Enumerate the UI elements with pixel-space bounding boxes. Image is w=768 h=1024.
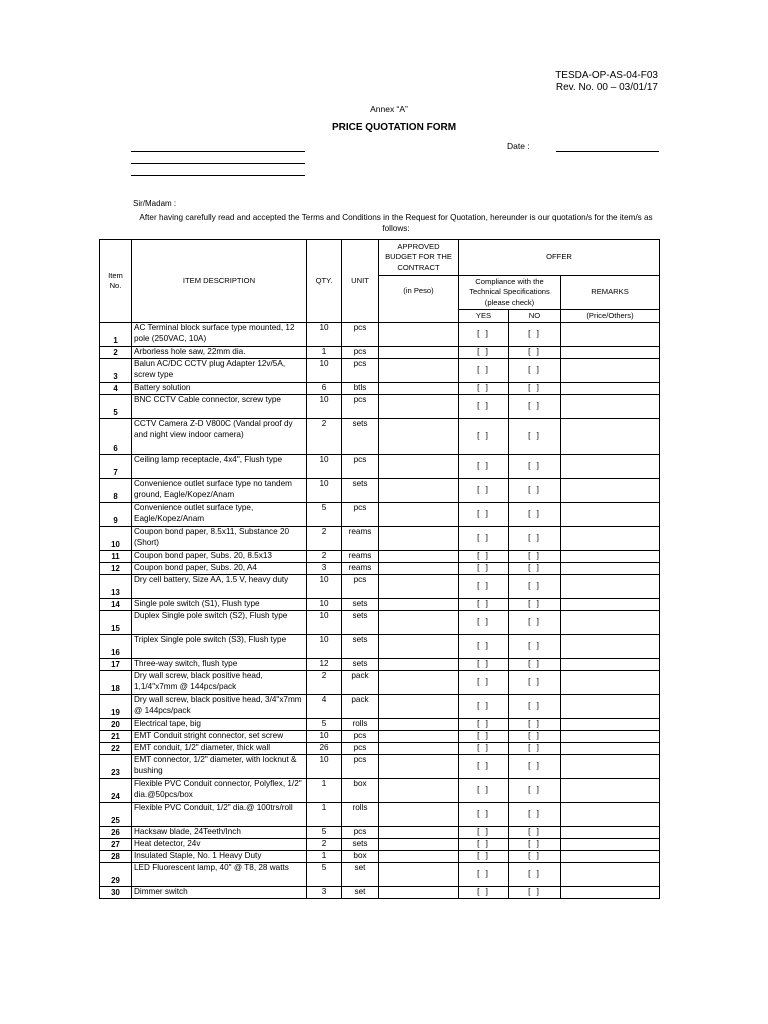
- item-qty: 12: [307, 659, 342, 671]
- item-description: Balun AC/DC CCTV plug Adapter 12v/5A, screw type: [132, 359, 307, 383]
- budget-cell[interactable]: [379, 479, 459, 503]
- item-unit: sets: [342, 479, 379, 503]
- no-checkbox[interactable]: [ ]: [509, 803, 561, 827]
- no-checkbox[interactable]: [ ]: [509, 383, 561, 395]
- no-checkbox[interactable]: [ ]: [509, 851, 561, 863]
- item-number: 14: [100, 599, 132, 611]
- item-qty: 10: [307, 731, 342, 743]
- item-number: 1: [100, 323, 132, 347]
- budget-cell[interactable]: [379, 779, 459, 803]
- item-unit: pcs: [342, 347, 379, 359]
- item-qty: 1: [307, 851, 342, 863]
- address-line-2[interactable]: [131, 163, 305, 164]
- no-checkbox[interactable]: [ ]: [509, 659, 561, 671]
- item-qty: 2: [307, 527, 342, 551]
- item-description: Electrical tape, big: [132, 719, 307, 731]
- remarks-cell[interactable]: [561, 527, 660, 551]
- item-number: 10: [100, 527, 132, 551]
- remarks-cell[interactable]: [561, 503, 660, 527]
- item-qty: 3: [307, 563, 342, 575]
- remarks-cell[interactable]: [561, 731, 660, 743]
- item-number: 27: [100, 839, 132, 851]
- item-qty: 1: [307, 347, 342, 359]
- table-row: [100, 563, 660, 575]
- no-checkbox[interactable]: [ ]: [509, 455, 561, 479]
- date-label: Date :: [507, 141, 530, 151]
- item-unit: set: [342, 887, 379, 899]
- budget-cell[interactable]: [379, 347, 459, 359]
- item-number: 24: [100, 779, 132, 803]
- remarks-cell[interactable]: [561, 695, 660, 719]
- item-qty: 5: [307, 719, 342, 731]
- yes-checkbox[interactable]: [ ]: [459, 731, 509, 743]
- item-qty: 10: [307, 455, 342, 479]
- item-unit: pcs: [342, 455, 379, 479]
- no-checkbox[interactable]: [ ]: [509, 635, 561, 659]
- yes-checkbox[interactable]: [ ]: [459, 383, 509, 395]
- item-qty: 10: [307, 599, 342, 611]
- document-code: [555, 70, 658, 94]
- table-row: [100, 779, 660, 803]
- table-row: [100, 719, 660, 731]
- yes-checkbox[interactable]: [ ]: [459, 779, 509, 803]
- budget-cell[interactable]: [379, 755, 459, 779]
- item-number: 12: [100, 563, 132, 575]
- no-checkbox[interactable]: [ ]: [509, 719, 561, 731]
- budget-cell[interactable]: [379, 719, 459, 731]
- remarks-cell[interactable]: [561, 755, 660, 779]
- item-unit: rolls: [342, 803, 379, 827]
- no-checkbox[interactable]: [ ]: [509, 347, 561, 359]
- remarks-cell[interactable]: [561, 671, 660, 695]
- remarks-cell[interactable]: [561, 611, 660, 635]
- remarks-cell[interactable]: [561, 851, 660, 863]
- budget-cell[interactable]: [379, 743, 459, 755]
- item-description: EMT connector, 1/2" diameter, with locknut & bushing: [132, 755, 307, 779]
- item-description: Battery solution: [132, 383, 307, 395]
- no-checkbox[interactable]: [ ]: [509, 359, 561, 383]
- item-unit: pcs: [342, 323, 379, 347]
- budget-cell[interactable]: [379, 563, 459, 575]
- item-unit: set: [342, 863, 379, 887]
- table-row: [100, 671, 660, 695]
- item-unit: pcs: [342, 395, 379, 419]
- item-unit: pcs: [342, 827, 379, 839]
- item-unit: rolls: [342, 719, 379, 731]
- item-unit: sets: [342, 659, 379, 671]
- item-number: 28: [100, 851, 132, 863]
- item-number: 17: [100, 659, 132, 671]
- budget-cell[interactable]: [379, 731, 459, 743]
- item-description: Convenience outlet surface type, Eagle/Kopez/Anam: [132, 503, 307, 527]
- yes-checkbox[interactable]: [ ]: [459, 743, 509, 755]
- budget-cell[interactable]: [379, 887, 459, 899]
- header-compliance: Compliance with the Technical Specifications (please check): [459, 276, 561, 310]
- date-field[interactable]: [556, 151, 659, 152]
- table-row: [100, 635, 660, 659]
- item-description: Flexible PVC Conduit connector, Polyflex, 1/2" dia.@50pcs/box: [132, 779, 307, 803]
- budget-cell[interactable]: [379, 803, 459, 827]
- no-checkbox[interactable]: [ ]: [509, 671, 561, 695]
- item-unit: sets: [342, 635, 379, 659]
- item-number: 3: [100, 359, 132, 383]
- table-row: [100, 851, 660, 863]
- item-description: Convenience outlet surface type no tandem ground, Eagle/Kopez/Anam: [132, 479, 307, 503]
- item-description: Flexible PVC Conduit, 1/2" dia.@ 100trs/roll: [132, 803, 307, 827]
- yes-checkbox[interactable]: [ ]: [459, 851, 509, 863]
- yes-checkbox[interactable]: [ ]: [459, 479, 509, 503]
- yes-checkbox[interactable]: [ ]: [459, 863, 509, 887]
- no-checkbox[interactable]: [ ]: [509, 419, 561, 455]
- item-description: Triplex Single pole switch (S3), Flush type: [132, 635, 307, 659]
- item-qty: 10: [307, 755, 342, 779]
- remarks-cell[interactable]: [561, 455, 660, 479]
- budget-cell[interactable]: [379, 527, 459, 551]
- header-remarks: REMARKS: [561, 276, 660, 310]
- annex-label: Annex “A”: [370, 104, 408, 114]
- table-row: [100, 359, 660, 383]
- remarks-cell[interactable]: [561, 419, 660, 455]
- item-unit: box: [342, 779, 379, 803]
- item-qty: 5: [307, 863, 342, 887]
- budget-cell[interactable]: [379, 671, 459, 695]
- item-unit: box: [342, 851, 379, 863]
- table-row: [100, 503, 660, 527]
- table-row: [100, 419, 660, 455]
- remarks-cell[interactable]: [561, 395, 660, 419]
- yes-checkbox[interactable]: [ ]: [459, 719, 509, 731]
- item-unit: reams: [342, 563, 379, 575]
- yes-checkbox[interactable]: [ ]: [459, 695, 509, 719]
- item-qty: 5: [307, 503, 342, 527]
- yes-checkbox[interactable]: [ ]: [459, 659, 509, 671]
- budget-cell[interactable]: [379, 395, 459, 419]
- no-checkbox[interactable]: [ ]: [509, 839, 561, 851]
- item-unit: pcs: [342, 575, 379, 599]
- no-checkbox[interactable]: [ ]: [509, 695, 561, 719]
- remarks-cell[interactable]: [561, 743, 660, 755]
- remarks-cell[interactable]: [561, 359, 660, 383]
- yes-checkbox[interactable]: [ ]: [459, 503, 509, 527]
- no-checkbox[interactable]: [ ]: [509, 503, 561, 527]
- item-number: 5: [100, 395, 132, 419]
- yes-checkbox[interactable]: [ ]: [459, 551, 509, 563]
- item-qty: 10: [307, 479, 342, 503]
- header-no: NO: [509, 310, 561, 323]
- item-description: CCTV Camera Z-D V800C (Vandal proof dy and night view indoor camera): [132, 419, 307, 455]
- yes-checkbox[interactable]: [ ]: [459, 803, 509, 827]
- item-description: EMT conduit, 1/2" diameter, thick wall: [132, 743, 307, 755]
- item-number: 25: [100, 803, 132, 827]
- table-row: [100, 887, 660, 899]
- remarks-cell[interactable]: [561, 803, 660, 827]
- item-unit: pack: [342, 671, 379, 695]
- item-description: Dry wall screw, black positive head, 3/4"x7mm @ 144pcs/pack: [132, 695, 307, 719]
- header-description: ITEM DESCRIPTION: [132, 240, 307, 323]
- budget-cell[interactable]: [379, 839, 459, 851]
- item-description: BNC CCTV Cable connector, screw type: [132, 395, 307, 419]
- item-qty: 4: [307, 695, 342, 719]
- item-qty: 2: [307, 671, 342, 695]
- item-qty: 10: [307, 359, 342, 383]
- header-remarks-sub: (Price/Others): [561, 310, 660, 323]
- item-unit: reams: [342, 551, 379, 563]
- item-qty: 10: [307, 395, 342, 419]
- item-number: 26: [100, 827, 132, 839]
- header-yes: YES: [459, 310, 509, 323]
- header-qty: QTY.: [307, 240, 342, 323]
- item-description: Dry cell battery, Size AA, 1.5 V, heavy duty: [132, 575, 307, 599]
- no-checkbox[interactable]: [ ]: [509, 551, 561, 563]
- header-budget: APPROVED BUDGET FOR THE CONTRACT: [379, 240, 459, 276]
- budget-cell[interactable]: [379, 827, 459, 839]
- yes-checkbox[interactable]: [ ]: [459, 755, 509, 779]
- item-number: 23: [100, 755, 132, 779]
- item-number: 2: [100, 347, 132, 359]
- remarks-cell[interactable]: [561, 779, 660, 803]
- budget-cell[interactable]: [379, 611, 459, 635]
- item-description: Dimmer switch: [132, 887, 307, 899]
- item-qty: 2: [307, 419, 342, 455]
- no-checkbox[interactable]: [ ]: [509, 611, 561, 635]
- item-number: 29: [100, 863, 132, 887]
- item-qty: 10: [307, 575, 342, 599]
- item-number: 20: [100, 719, 132, 731]
- item-unit: btls: [342, 383, 379, 395]
- item-number: 13: [100, 575, 132, 599]
- no-checkbox[interactable]: [ ]: [509, 563, 561, 575]
- no-checkbox[interactable]: [ ]: [509, 731, 561, 743]
- no-checkbox[interactable]: [ ]: [509, 599, 561, 611]
- item-description: Dry wall screw, black positive head, 1,1/4"x7mm @ 144pcs/pack: [132, 671, 307, 695]
- no-checkbox[interactable]: [ ]: [509, 575, 561, 599]
- remarks-cell[interactable]: [561, 575, 660, 599]
- salutation: Sir/Madam :: [133, 199, 177, 208]
- no-checkbox[interactable]: [ ]: [509, 527, 561, 551]
- yes-checkbox[interactable]: [ ]: [459, 575, 509, 599]
- remarks-cell[interactable]: [561, 551, 660, 563]
- budget-cell[interactable]: [379, 323, 459, 347]
- yes-checkbox[interactable]: [ ]: [459, 527, 509, 551]
- table-row: [100, 395, 660, 419]
- item-qty: 10: [307, 635, 342, 659]
- page-title: PRICE QUOTATION FORM: [331, 122, 457, 133]
- budget-cell[interactable]: [379, 695, 459, 719]
- item-unit: pcs: [342, 359, 379, 383]
- table-row: [100, 839, 660, 851]
- budget-cell[interactable]: [379, 455, 459, 479]
- remarks-cell[interactable]: [561, 383, 660, 395]
- remarks-cell[interactable]: [561, 635, 660, 659]
- item-description: Hacksaw blade, 24Teeth/Inch: [132, 827, 307, 839]
- item-unit: sets: [342, 599, 379, 611]
- item-rows: [100, 323, 660, 899]
- remarks-cell[interactable]: [561, 479, 660, 503]
- yes-checkbox[interactable]: [ ]: [459, 455, 509, 479]
- table-row: [100, 731, 660, 743]
- item-description: Insulated Staple, No. 1 Heavy Duty: [132, 851, 307, 863]
- table-row: [100, 827, 660, 839]
- item-description: Coupon bond paper, Subs. 20, A4: [132, 563, 307, 575]
- header-offer: OFFER: [459, 240, 660, 276]
- item-qty: 1: [307, 803, 342, 827]
- item-description: Ceiling lamp receptacle, 4x4", Flush type: [132, 455, 307, 479]
- item-number: 4: [100, 383, 132, 395]
- yes-checkbox[interactable]: [ ]: [459, 419, 509, 455]
- table-row: [100, 383, 660, 395]
- budget-cell[interactable]: [379, 635, 459, 659]
- item-description: Arborless hole saw, 22mm dia.: [132, 347, 307, 359]
- remarks-cell[interactable]: [561, 563, 660, 575]
- remarks-cell[interactable]: [561, 887, 660, 899]
- item-unit: sets: [342, 611, 379, 635]
- address-line-3[interactable]: [131, 175, 305, 176]
- no-checkbox[interactable]: [ ]: [509, 395, 561, 419]
- table-row: [100, 659, 660, 671]
- budget-cell[interactable]: [379, 383, 459, 395]
- item-description: LED Fluorescent lamp, 40" @ T8, 28 watts: [132, 863, 307, 887]
- table-row: [100, 755, 660, 779]
- no-checkbox[interactable]: [ ]: [509, 779, 561, 803]
- table-row: [100, 323, 660, 347]
- item-unit: reams: [342, 527, 379, 551]
- quotation-table: [99, 239, 660, 899]
- header-budget-unit: (in Peso): [379, 276, 459, 323]
- table-row: [100, 347, 660, 359]
- item-qty: 2: [307, 551, 342, 563]
- yes-checkbox[interactable]: [ ]: [459, 359, 509, 383]
- item-number: 6: [100, 419, 132, 455]
- budget-cell[interactable]: [379, 575, 459, 599]
- yes-checkbox[interactable]: [ ]: [459, 563, 509, 575]
- table-row: [100, 599, 660, 611]
- item-description: Duplex Single pole switch (S2), Flush type: [132, 611, 307, 635]
- budget-cell[interactable]: [379, 851, 459, 863]
- table-row: [100, 575, 660, 599]
- revision-text: Rev. No. 00 – 03/01/17: [555, 82, 658, 93]
- table-row: [100, 803, 660, 827]
- yes-checkbox[interactable]: [ ]: [459, 635, 509, 659]
- no-checkbox[interactable]: [ ]: [509, 743, 561, 755]
- item-description: Coupon bond paper, Subs. 20, 8.5x13: [132, 551, 307, 563]
- item-number: 8: [100, 479, 132, 503]
- item-number: 21: [100, 731, 132, 743]
- item-qty: 5: [307, 827, 342, 839]
- remarks-cell[interactable]: [561, 347, 660, 359]
- no-checkbox[interactable]: [ ]: [509, 479, 561, 503]
- item-number: 22: [100, 743, 132, 755]
- remarks-cell[interactable]: [561, 863, 660, 887]
- table-row: [100, 479, 660, 503]
- item-qty: 10: [307, 323, 342, 347]
- yes-checkbox[interactable]: [ ]: [459, 839, 509, 851]
- item-description: Three-way switch, flush type: [132, 659, 307, 671]
- header-item-no: Item No.: [100, 240, 132, 323]
- table-row: [100, 743, 660, 755]
- item-qty: 3: [307, 887, 342, 899]
- item-number: 11: [100, 551, 132, 563]
- item-description: Heat detector, 24v: [132, 839, 307, 851]
- no-checkbox[interactable]: [ ]: [509, 863, 561, 887]
- item-number: 19: [100, 695, 132, 719]
- item-description: AC Terminal block surface type mounted, 12 pole (250VAC, 10A): [132, 323, 307, 347]
- intro-paragraph: After having carefully read and accepted the Terms and Conditions in the Request for Quotation, hereunder is our quotation/s for the item/s as follows:: [139, 213, 653, 233]
- remarks-cell[interactable]: [561, 659, 660, 671]
- budget-cell[interactable]: [379, 359, 459, 383]
- yes-checkbox[interactable]: [ ]: [459, 671, 509, 695]
- item-qty: 6: [307, 383, 342, 395]
- item-description: EMT Conduit stright connector, set screw: [132, 731, 307, 743]
- remarks-cell[interactable]: [561, 599, 660, 611]
- remarks-cell[interactable]: [561, 839, 660, 851]
- item-unit: pcs: [342, 503, 379, 527]
- item-number: 7: [100, 455, 132, 479]
- table-row: [100, 863, 660, 887]
- item-qty: 2: [307, 839, 342, 851]
- address-line-1[interactable]: [131, 151, 305, 152]
- item-qty: 1: [307, 779, 342, 803]
- no-checkbox[interactable]: [ ]: [509, 755, 561, 779]
- item-number: 9: [100, 503, 132, 527]
- budget-cell[interactable]: [379, 659, 459, 671]
- no-checkbox[interactable]: [ ]: [509, 827, 561, 839]
- item-unit: pcs: [342, 731, 379, 743]
- budget-cell[interactable]: [379, 551, 459, 563]
- yes-checkbox[interactable]: [ ]: [459, 347, 509, 359]
- table-row: [100, 611, 660, 635]
- item-description: Coupon bond paper, 8.5x11, Substance 20 (Short): [132, 527, 307, 551]
- yes-checkbox[interactable]: [ ]: [459, 827, 509, 839]
- item-number: 16: [100, 635, 132, 659]
- yes-checkbox[interactable]: [ ]: [459, 395, 509, 419]
- yes-checkbox[interactable]: [ ]: [459, 611, 509, 635]
- budget-cell[interactable]: [379, 863, 459, 887]
- item-number: 15: [100, 611, 132, 635]
- table-row: [100, 551, 660, 563]
- item-unit: pcs: [342, 755, 379, 779]
- no-checkbox[interactable]: [ ]: [509, 323, 561, 347]
- item-number: 18: [100, 671, 132, 695]
- table-row: [100, 695, 660, 719]
- item-qty: 26: [307, 743, 342, 755]
- yes-checkbox[interactable]: [ ]: [459, 887, 509, 899]
- header-unit: UNIT: [342, 240, 379, 323]
- table-row: [100, 527, 660, 551]
- budget-cell[interactable]: [379, 419, 459, 455]
- item-number: 30: [100, 887, 132, 899]
- yes-checkbox[interactable]: [ ]: [459, 599, 509, 611]
- item-qty: 10: [307, 611, 342, 635]
- no-checkbox[interactable]: [ ]: [509, 887, 561, 899]
- yes-checkbox[interactable]: [ ]: [459, 323, 509, 347]
- budget-cell[interactable]: [379, 503, 459, 527]
- table-row: [100, 455, 660, 479]
- item-unit: sets: [342, 419, 379, 455]
- doc-code-text: TESDA-OP-AS-04-F03: [555, 70, 658, 81]
- remarks-cell[interactable]: [561, 323, 660, 347]
- budget-cell[interactable]: [379, 599, 459, 611]
- item-unit: sets: [342, 839, 379, 851]
- item-unit: pack: [342, 695, 379, 719]
- item-unit: pcs: [342, 743, 379, 755]
- remarks-cell[interactable]: [561, 719, 660, 731]
- remarks-cell[interactable]: [561, 827, 660, 839]
- item-description: Single pole switch (S1), Flush type: [132, 599, 307, 611]
